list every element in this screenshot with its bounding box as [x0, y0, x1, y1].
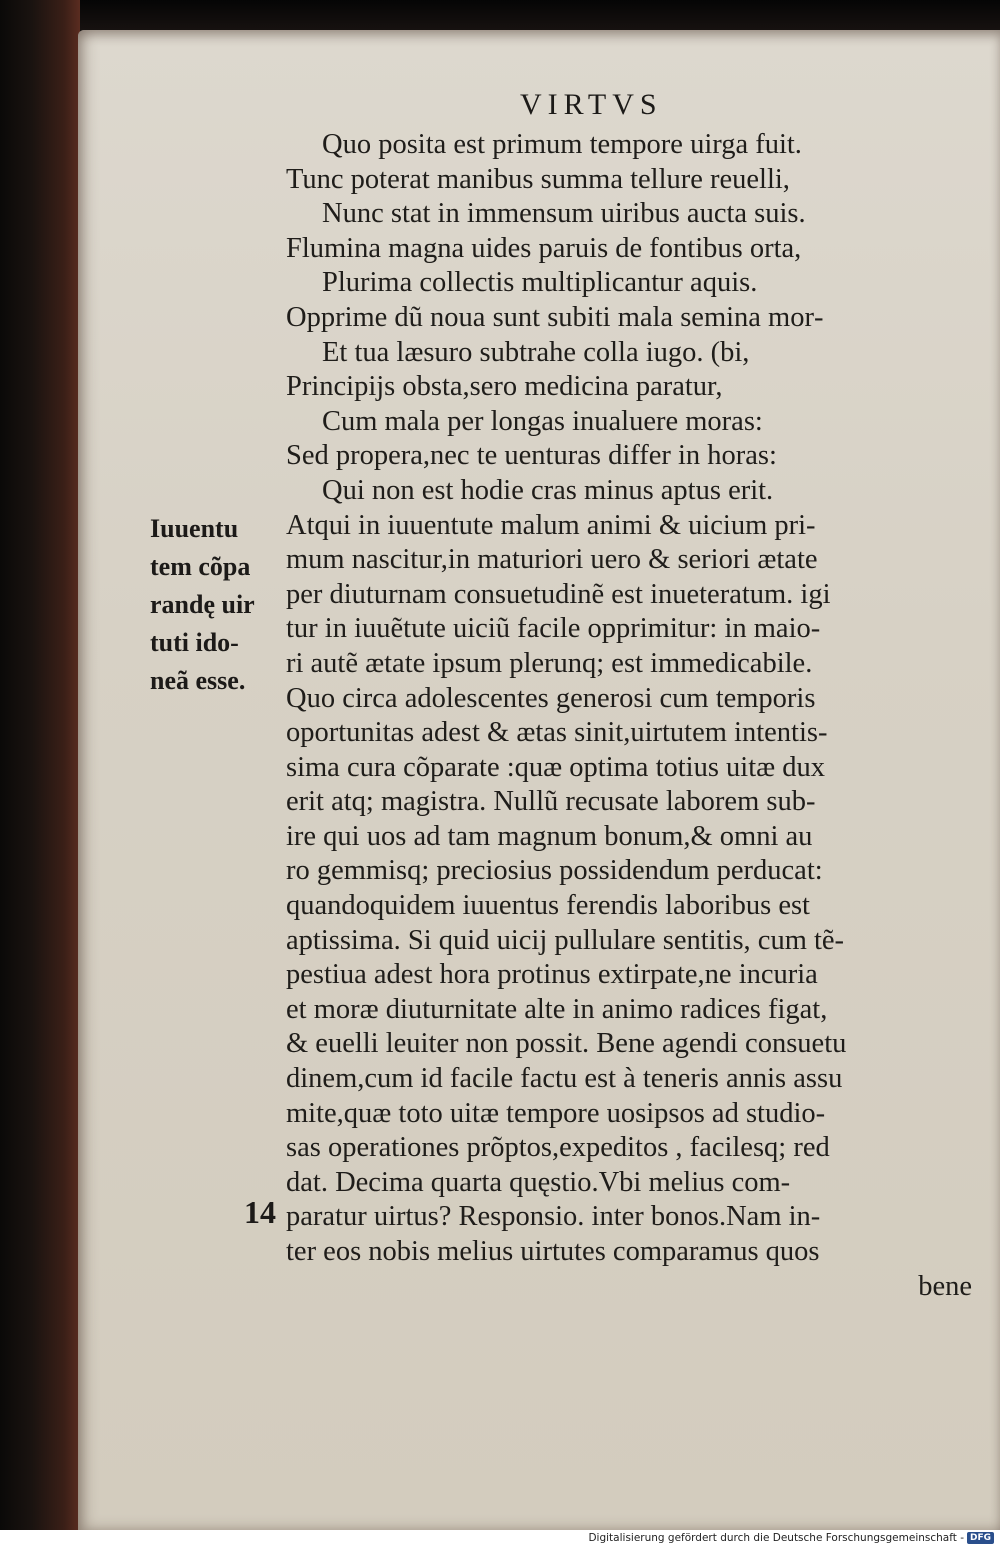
marginal-note — [150, 510, 280, 700]
text-line: per diuturnam consuetudinẽ est inueteratum. igi — [286, 578, 831, 610]
text-line: ire qui uos ad tam magnum bonum,& omni au — [286, 820, 813, 852]
text-line: tur in iuuẽtute uiciũ facile opprimitur: in maio‑ — [286, 613, 821, 645]
marginal-note-line: randę uir — [150, 590, 255, 619]
text-line: aptissima. Si quid uicij pullulare sentitis, cum tẽ‑ — [286, 924, 845, 956]
marginal-note-line: neã esse. — [150, 666, 246, 695]
text-line: ri autẽ ætate ipsum plerunq; est immedicabile. — [286, 647, 813, 679]
text-line: Atqui in iuuentute malum animi & uicium pri‑ — [286, 509, 816, 541]
text-line: Quo posita est primum tempore uirga fuit. — [322, 129, 802, 160]
text-line: sas operationes prõptos,expeditos , facilesq; red — [286, 1132, 830, 1164]
folio-number: 14 — [244, 1194, 276, 1230]
text-line: ter eos nobis melius uirtutes comparamus quos — [286, 1236, 820, 1267]
text-line: dat. Decima quarta quęstio.Vbi melius com‑ — [286, 1166, 791, 1198]
text-line: Cum mala per longas inualuere moras: — [322, 405, 763, 437]
text-line: Flumina magna uides paruis de fontibus orta, — [286, 232, 802, 264]
text-line: sima cura cõparate :quæ optima totius uitæ dux — [286, 751, 826, 783]
text-line: dinem,cum id facile factu est à teneris annis assu — [286, 1063, 843, 1095]
text-line: mum nascitur,in maturiori uero & seriori ætate — [286, 544, 818, 576]
text-line: Principijs obsta,sero medicina paratur, — [286, 371, 723, 403]
footer-credit — [588, 1532, 994, 1544]
text-line: Sed propera,nec te uenturas differ in horas: — [286, 440, 777, 472]
funding-credit-text: Digitalisierung gefördert durch die Deutsche Forschungsgemeinschaft - — [588, 1532, 964, 1544]
text-line: & euelli leuiter non possit. Bene agendi consuetu — [286, 1028, 847, 1060]
text-line: Nunc stat in immensum uiribus aucta suis. — [322, 198, 806, 230]
main-text-block — [286, 128, 986, 1304]
text-line: oportunitas adest & ætas sinit,uirtutem intentis‑ — [286, 717, 828, 749]
text-line: Qui non est hodie cras minus aptus erit. — [322, 474, 774, 506]
text-line: bene — [918, 1270, 972, 1302]
text-line: pestiua adest hora protinus extirpate,ne incuria — [286, 959, 818, 991]
text-line: mite,quæ toto uitæ tempore uosipsos ad studio‑ — [286, 1097, 826, 1129]
text-line: quandoquidem iuuentus ferendis laboribus est — [286, 890, 810, 922]
book-binding-edge — [0, 0, 80, 1530]
text-line: Quo circa adolescentes generosi cum temporis — [286, 682, 816, 714]
text-line: et moræ diuturnitate alte in animo radices figat, — [286, 993, 828, 1025]
text-line: Opprime dũ noua sunt subiti mala semina mor‑ — [286, 301, 824, 333]
marginal-note-line: Iuuentu — [150, 514, 239, 543]
running-head: VIRTVS — [520, 88, 663, 121]
marginal-note-line: tuti ido‑ — [150, 628, 239, 657]
dfg-logo: DFG — [967, 1532, 994, 1544]
text-line: Et tua læsuro subtrahe colla iugo. (bi, — [322, 336, 750, 368]
text-line: Tunc poterat manibus summa tellure reuelli, — [286, 163, 790, 195]
marginal-note-line: tem cõpa — [150, 552, 251, 581]
text-line: erit atq; magistra. Nullũ recusate laborem sub‑ — [286, 786, 816, 818]
text-line: ro gemmisq; preciosius possidendum perducat: — [286, 855, 823, 887]
text-line: paratur uirtus? Responsio. inter bonos.Nam in‑ — [286, 1201, 821, 1233]
text-line: Plurima collectis multiplicantur aquis. — [322, 267, 758, 299]
